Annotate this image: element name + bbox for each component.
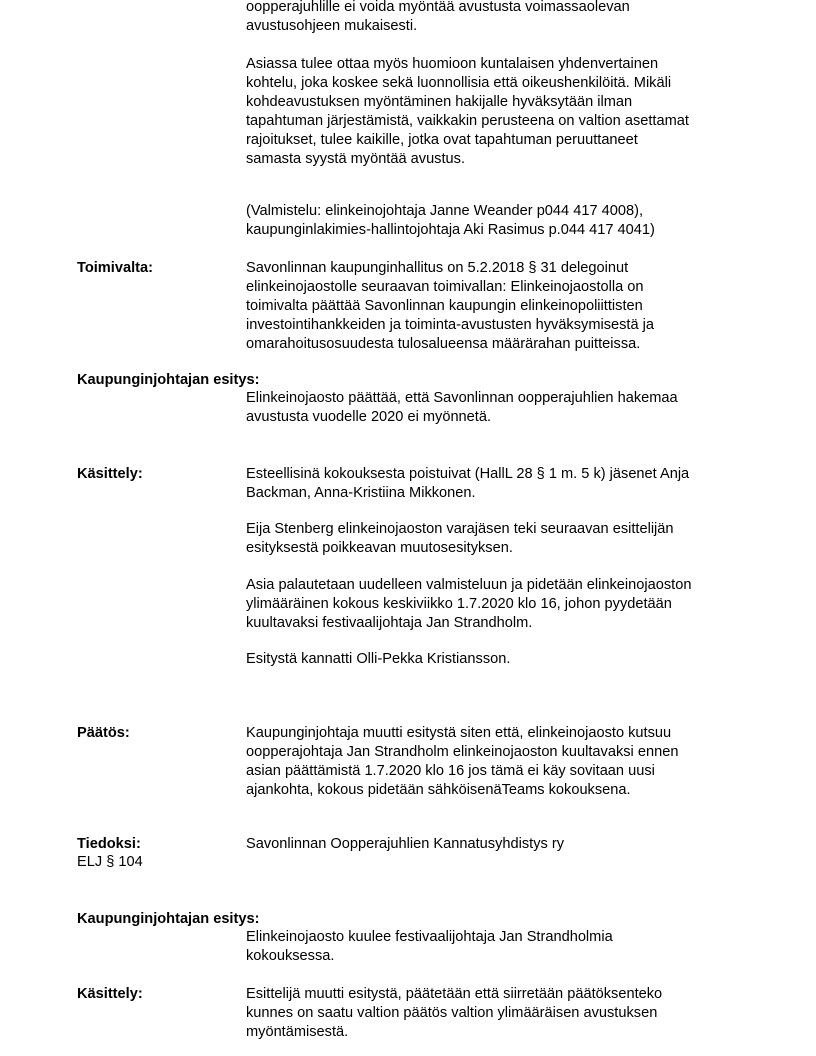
kasittely-1-label: Käsittely:	[77, 466, 143, 482]
paatos-text: Kaupunginjohtaja muutti esitystä siten että, elinkeinojaosto kutsuu oopperajohtaja Jan Strandholm elinkeinojaoston kuultavaksi ennen asian päättämistä 1.7.2020 klo 16 jos tämä ei käy sovitaan uusi ajankohta, kokous pidetään sähköisenäTeams kokouksena.	[246, 725, 679, 798]
tiedoksi-reference: ELJ § 104	[77, 854, 143, 870]
tiedoksi-label: Tiedoksi:	[77, 836, 141, 852]
preparation-note: (Valmistelu: elinkeinojohtaja Janne Weander p044 417 4008), kaupunginlakimies-hallintojohtaja Aki Rasimus p.044 417 4041)	[246, 203, 655, 238]
intro-paragraph-2: Asiassa tulee ottaa myös huomioon kuntalaisen yhdenvertainen kohtelu, joka koskee sekä luonnollisia että oikeushenkilöitä. Mikäli kohdeavustuksen myöntäminen hakijalle hyväksytään ilman tapahtuman järjestämistä, vaikkakin perusteena on valtion asettamat rajoitukset, tulee kaikille, jotka ovat tapahtuman peruuttaneet samasta syystä myöntää avustus.	[246, 56, 689, 167]
kasittely-1-paragraph-4: Esitystä kannatti Olli-Pekka Kristiansson.	[246, 651, 511, 667]
esitys-1-label: Kaupunginjohtajan esitys:	[77, 372, 260, 388]
kasittely-2-text: Esittelijä muutti esitystä, päätetään että siirretään päätöksenteko kunnes on saatu valtion päätös valtion ylimääräisen avustuksen myöntämisestä.	[246, 986, 663, 1040]
kasittely-1-paragraph-1: Esteellisinä kokouksesta poistuivat (HallL 28 § 1 m. 5 k) jäsenet Anja Backman, Anna-Kristiina Mikkonen.	[246, 466, 690, 501]
esitys-2-text: Elinkeinojaosto kuulee festivaalijohtaja Jan Strandholmia kokouksessa.	[246, 929, 613, 964]
paatos-label: Päätös:	[77, 725, 130, 741]
toimivalta-label: Toimivalta:	[77, 260, 153, 276]
kasittely-1-paragraph-2: Eija Stenberg elinkeinojaoston varajäsen teki seuraavan esittelijän esityksestä poikkeavan muutosesityksen.	[246, 521, 674, 556]
intro-paragraph-1: oopperajuhlille ei voida myöntää avustusta voimassaolevan avustusohjeen mukaisesti.	[246, 0, 630, 34]
tiedoksi-text: Savonlinnan Oopperajuhlien Kannatusyhdistys ry	[246, 836, 565, 852]
kasittely-2-label: Käsittely:	[77, 986, 143, 1002]
esitys-2-label: Kaupunginjohtajan esitys:	[77, 911, 260, 927]
toimivalta-text: Savonlinnan kaupunginhallitus on 5.2.2018 § 31 delegoinut elinkeinojaostolle seuraavan toimivallan: Elinkeinojaostolla on toimivalta päättää Savonlinnan kaupungin elinkeinopoliittisten investointihankkeiden ja toiminta-avustusten hyväksymisestä ja omarahoitusosuudesta tulosalueensa määrärahan puitteissa.	[246, 260, 655, 352]
esitys-1-text: Elinkeinojaosto päättää, että Savonlinnan oopperajuhlien hakemaa avustusta vuodelle 2020 ei myönnetä.	[246, 390, 678, 425]
kasittely-1-paragraph-3: Asia palautetaan uudelleen valmisteluun ja pidetään elinkeinojaoston ylimääräinen kokous keskiviikko 1.7.2020 klo 16, johon pyydetään kuultavaksi festivaalijohtaja Jan Strandholm.	[246, 577, 692, 631]
